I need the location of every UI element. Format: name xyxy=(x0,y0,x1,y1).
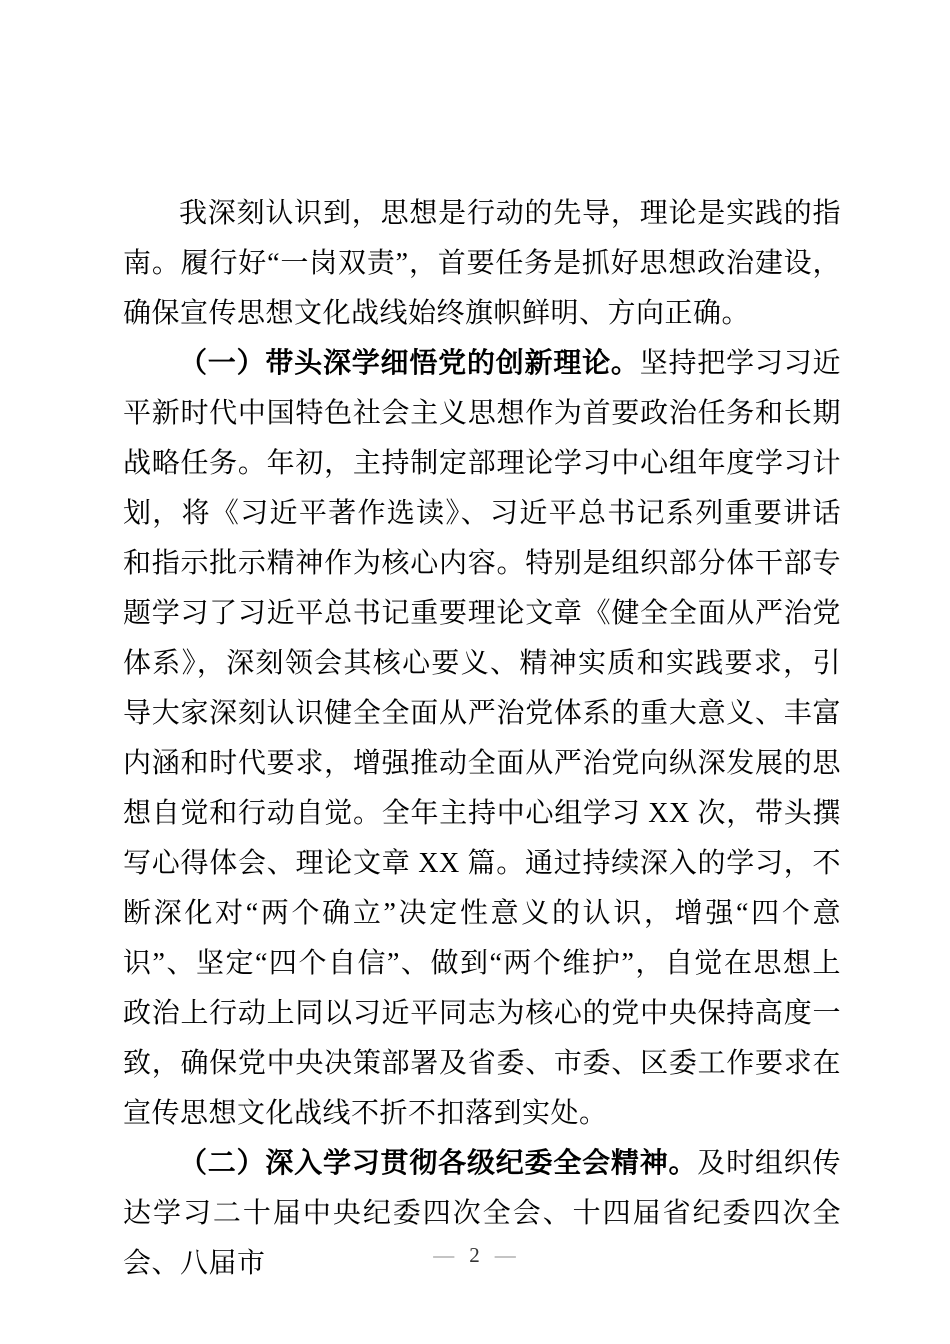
section-heading-run: （二）深入学习贯彻各级纪委全会精神。 xyxy=(179,1148,698,1179)
footer-dash-left: — xyxy=(433,1243,456,1267)
body-text-run: 我深刻认识到，思想是行动的先导，理论是实践的指南。履行好“一岗双责”，首要任务是抓好思想政治建设，确保宣传思想文化战线始终旗帜鲜明、方向正确。 xyxy=(123,198,841,329)
paragraph-intro xyxy=(123,189,841,339)
footer-dash-right: — xyxy=(494,1243,517,1267)
page-footer xyxy=(0,1242,950,1268)
body-text-run: 坚持把学习习近平新时代中国特色社会主义思想作为首要政治任务和长期战略任务。年初，主持制定部理论学习中心组年度学习计划，将《习近平著作选读》、习近平总书记系列重要讲话和指示批示精神作为核心内容。特别是组织部分体干部专题学习了习近平总书记重要理论文章《健全全面从严治党体系》，深刻领会其核心要义、精神实质和实践要求，引导大家深刻认识健全全面从严治党体系的重大意义、丰富内涵和时代要求，增强推动全面从严治党向纵深发展的思想自觉和行动自觉。全年主持中心组学习 XX 次，带头撰写心得体会、理论文章 XX 篇。通过持续深入的学习，不断深化对“两个确立”决定性意义的认识，增强“四个意识”、坚定“四个自信”、做到“两个维护”，自觉在思想上政治上行动上同以习近平同志为核心的党中央保持高度一致，确保党中央决策部署及省委、市委、区委工作要求在宣传思想文化战线不折不扣落到实处。 xyxy=(123,348,841,1129)
paragraph-section-1 xyxy=(123,339,841,1139)
page-number: 2 xyxy=(469,1243,481,1267)
section-heading-run: （一）带头深学细悟党的创新理论。 xyxy=(179,348,640,379)
body-text-run: 及时组织传达学习二十届中央纪委四次全会、十四届省纪委四次全会、八届市 xyxy=(123,1148,841,1279)
document-body xyxy=(123,189,841,1289)
